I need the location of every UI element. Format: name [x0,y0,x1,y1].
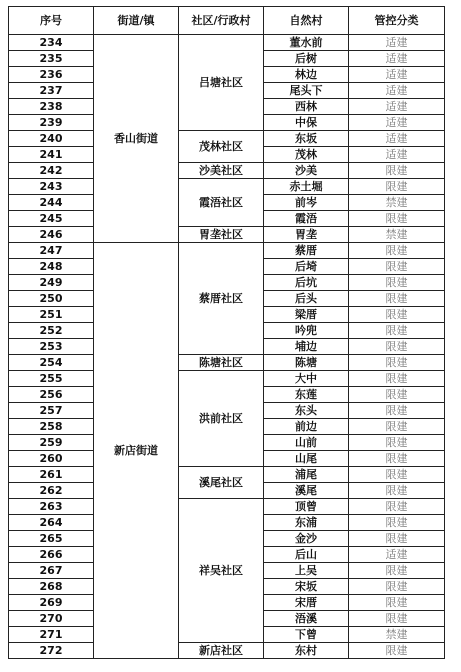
table-row [9,131,445,147]
serial-cell: 271 [9,627,94,643]
serial-cell: 251 [9,307,94,323]
header-category: 管控分类 [349,7,445,35]
village-cell: 溪尾 [264,483,349,499]
category-cell: 适建 [349,547,445,563]
serial-cell: 257 [9,403,94,419]
table-row [9,467,445,483]
serial-cell: 243 [9,179,94,195]
category-cell: 限建 [349,163,445,179]
table-row [9,179,445,195]
serial-cell: 248 [9,259,94,275]
serial-cell: 234 [9,35,94,51]
community-cell: 茂林社区 [179,131,264,163]
village-cell: 东坂 [264,131,349,147]
village-control-table [8,6,445,659]
category-cell: 适建 [349,51,445,67]
category-cell: 限建 [349,435,445,451]
table-row [9,227,445,243]
village-cell: 中保 [264,115,349,131]
community-cell: 陈塘社区 [179,355,264,371]
header-village: 自然村 [264,7,349,35]
serial-cell: 241 [9,147,94,163]
village-cell: 沙美 [264,163,349,179]
village-cell: 宋厝 [264,595,349,611]
table-row [9,371,445,387]
category-cell: 限建 [349,339,445,355]
serial-cell: 245 [9,211,94,227]
serial-cell: 264 [9,515,94,531]
category-cell: 适建 [349,131,445,147]
village-cell: 后山 [264,547,349,563]
serial-cell: 237 [9,83,94,99]
village-cell: 吟兜 [264,323,349,339]
street-cell: 新店街道 [94,243,179,659]
serial-cell: 263 [9,499,94,515]
table-row [9,35,445,51]
serial-cell: 265 [9,531,94,547]
category-cell: 限建 [349,451,445,467]
community-cell: 溪尾社区 [179,467,264,499]
serial-cell: 250 [9,291,94,307]
village-cell: 梁厝 [264,307,349,323]
village-cell: 董水前 [264,35,349,51]
serial-cell: 268 [9,579,94,595]
community-cell: 新店社区 [179,643,264,659]
category-cell: 适建 [349,83,445,99]
village-cell: 前边 [264,419,349,435]
table-body [9,35,445,659]
serial-cell: 253 [9,339,94,355]
serial-cell: 236 [9,67,94,83]
serial-cell: 240 [9,131,94,147]
serial-cell: 262 [9,483,94,499]
serial-cell: 270 [9,611,94,627]
category-cell: 限建 [349,323,445,339]
village-cell: 东村 [264,643,349,659]
serial-cell: 261 [9,467,94,483]
street-cell: 香山街道 [94,35,179,243]
category-cell: 限建 [349,419,445,435]
category-cell: 禁建 [349,227,445,243]
category-cell: 限建 [349,355,445,371]
category-cell: 限建 [349,563,445,579]
table-row [9,355,445,371]
community-cell: 吕塘社区 [179,35,264,131]
header-row [9,7,445,35]
village-cell: 蔡厝 [264,243,349,259]
village-cell: 宋坂 [264,579,349,595]
village-cell: 山前 [264,435,349,451]
table-row [9,499,445,515]
serial-cell: 260 [9,451,94,467]
village-cell: 下曾 [264,627,349,643]
village-cell: 大中 [264,371,349,387]
category-cell: 适建 [349,115,445,131]
community-cell: 蔡厝社区 [179,243,264,355]
header-street: 街道/镇 [94,7,179,35]
community-cell: 洪前社区 [179,371,264,467]
serial-cell: 252 [9,323,94,339]
village-cell: 上吴 [264,563,349,579]
serial-cell: 246 [9,227,94,243]
header-serial: 序号 [9,7,94,35]
village-cell: 后坑 [264,275,349,291]
village-cell: 顶曾 [264,499,349,515]
category-cell: 禁建 [349,195,445,211]
village-cell: 东头 [264,403,349,419]
category-cell: 限建 [349,179,445,195]
serial-cell: 258 [9,419,94,435]
category-cell: 限建 [349,275,445,291]
category-cell: 限建 [349,243,445,259]
village-cell: 后埼 [264,259,349,275]
serial-cell: 259 [9,435,94,451]
serial-cell: 269 [9,595,94,611]
serial-cell: 244 [9,195,94,211]
serial-cell: 239 [9,115,94,131]
serial-cell: 255 [9,371,94,387]
community-cell: 沙美社区 [179,163,264,179]
category-cell: 限建 [349,403,445,419]
table-row [9,243,445,259]
category-cell: 限建 [349,499,445,515]
serial-cell: 242 [9,163,94,179]
village-cell: 茂林 [264,147,349,163]
serial-cell: 267 [9,563,94,579]
category-cell: 限建 [349,579,445,595]
table-row [9,163,445,179]
category-cell: 适建 [349,67,445,83]
header-community: 社区/行政村 [179,7,264,35]
village-cell: 东浦 [264,515,349,531]
village-cell: 东莲 [264,387,349,403]
serial-cell: 235 [9,51,94,67]
village-cell: 后树 [264,51,349,67]
village-cell: 尾头下 [264,83,349,99]
category-cell: 限建 [349,307,445,323]
category-cell: 限建 [349,483,445,499]
village-cell: 金沙 [264,531,349,547]
category-cell: 限建 [349,387,445,403]
village-cell: 胃垄 [264,227,349,243]
village-cell: 西林 [264,99,349,115]
category-cell: 适建 [349,35,445,51]
community-cell: 胃垄社区 [179,227,264,243]
category-cell: 限建 [349,531,445,547]
village-cell: 埔边 [264,339,349,355]
category-cell: 禁建 [349,627,445,643]
category-cell: 限建 [349,643,445,659]
community-cell: 霞浯社区 [179,179,264,227]
serial-cell: 266 [9,547,94,563]
village-cell: 赤土堀 [264,179,349,195]
serial-cell: 238 [9,99,94,115]
category-cell: 限建 [349,611,445,627]
village-cell: 林边 [264,67,349,83]
category-cell: 适建 [349,99,445,115]
table-row [9,643,445,659]
category-cell: 限建 [349,259,445,275]
category-cell: 限建 [349,371,445,387]
village-cell: 浯溪 [264,611,349,627]
village-cell: 霞浯 [264,211,349,227]
community-cell: 祥吴社区 [179,499,264,643]
category-cell: 限建 [349,467,445,483]
serial-cell: 272 [9,643,94,659]
serial-cell: 249 [9,275,94,291]
village-cell: 浦尾 [264,467,349,483]
village-cell: 前岑 [264,195,349,211]
serial-cell: 247 [9,243,94,259]
village-cell: 后头 [264,291,349,307]
village-cell: 山尾 [264,451,349,467]
category-cell: 限建 [349,515,445,531]
category-cell: 限建 [349,291,445,307]
category-cell: 限建 [349,595,445,611]
category-cell: 适建 [349,147,445,163]
serial-cell: 254 [9,355,94,371]
serial-cell: 256 [9,387,94,403]
category-cell: 限建 [349,211,445,227]
village-cell: 陈塘 [264,355,349,371]
